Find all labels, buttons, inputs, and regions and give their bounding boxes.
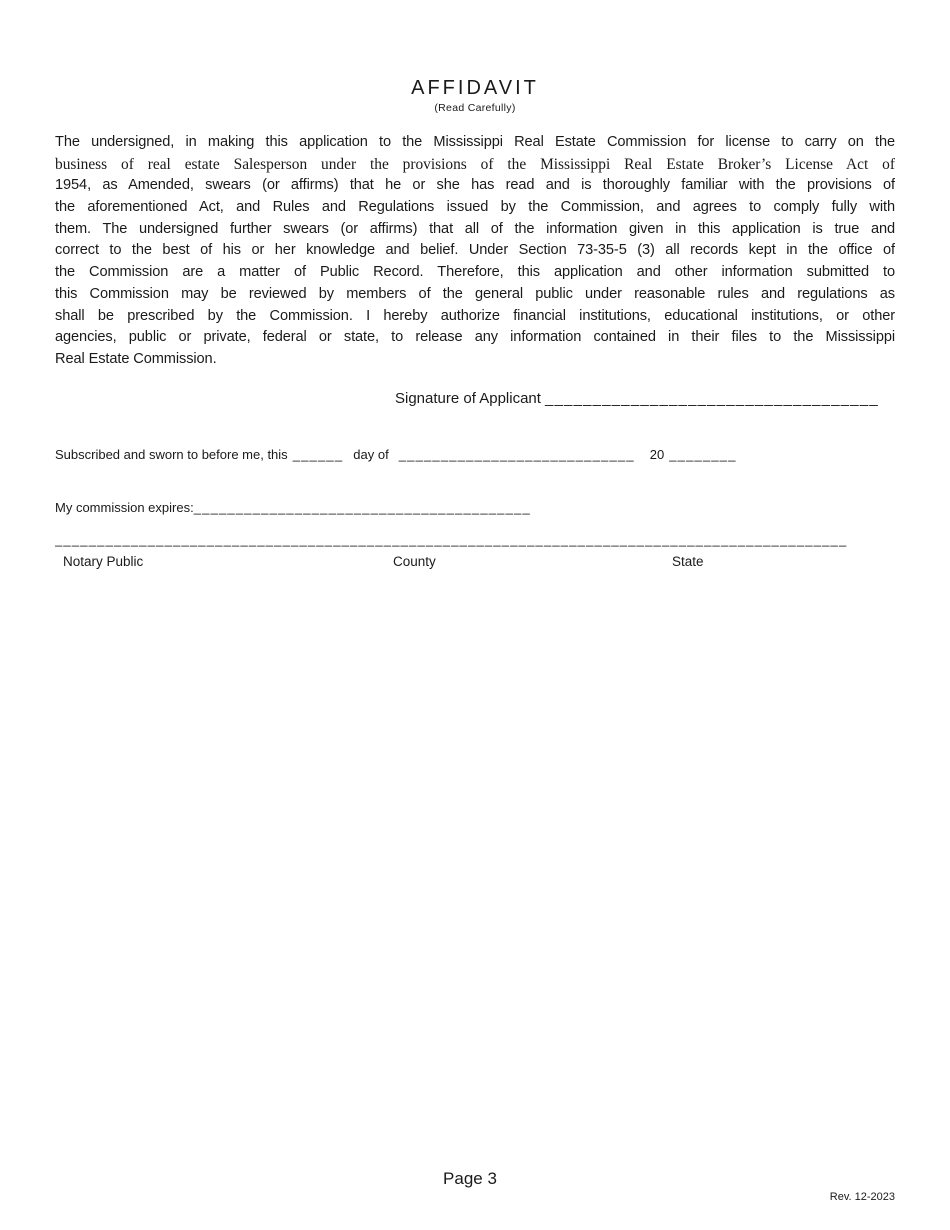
paragraph-line: them. The undersigned further swears (or affirms) that all of the information given in this application is true and [55,220,895,237]
paragraph-line: shall be prescribed by the Commission. I hereby authorize financial institutions, educational institutions, or other [55,307,895,324]
county-label: County [393,554,436,569]
commission-expires-blank-line[interactable]: ________________________________________ [193,500,531,515]
day-blank-line[interactable]: ______ [292,447,344,462]
signature-blank-line[interactable]: ___________________________________ [544,390,879,407]
paragraph-line: correct to the best of his or her knowledge and belief. Under Section 73-35-5 (3) all records kept in the office of [55,242,895,259]
day-of-label: day of [353,447,389,462]
paragraph-line: the aforementioned Act, and Rules and Regulations issued by the Commission, and agrees to comply fully with [55,199,895,216]
paragraph-line: the Commission are a matter of Public Record. Therefore, this application and other information submitted to [55,264,895,281]
paragraph-line: this Commission may be reviewed by members of the general public under reasonable rules and regulations as [55,285,895,302]
year-prefix-label: 20 [649,447,665,462]
page-number: Page 3 [443,1169,497,1188]
notary-sworn-row [55,447,737,462]
page-title: AFFIDAVIT [411,77,539,99]
notary-public-label: Notary Public [63,554,144,569]
revision-label: Rev. 12-2023 [829,1191,895,1203]
paragraph-line: business of real estate Salesperson under the provisions of the Mississippi Real Estate Broker’s License Act of [55,155,895,173]
paragraph-line: agencies, public or private, federal or state, to release any information contained in their files to the Mississippi [55,329,895,346]
notary-labels-row [55,554,895,574]
year-blank-line[interactable]: ________ [669,447,737,462]
page-subtitle: (Read Carefully) [434,102,516,114]
paragraph-line: 1954, as Amended, swears (or affirms) that he or she has read and is thoroughly familiar with the provisions of [55,177,895,194]
commission-expires-label: My commission expires: [55,500,194,515]
month-blank-line[interactable]: ____________________________ [398,447,635,462]
signature-of-applicant-label: Signature of Applicant [395,390,541,407]
paragraph-line: The undersigned, in making this application to the Mississippi Real Estate Commission for license to carry on the [55,134,895,150]
notary-signature-line[interactable]: ______________________________________________________________________________________________ [55,532,848,547]
sworn-statement-label: Subscribed and sworn to before me, this [55,447,288,462]
affidavit-paragraph [55,132,895,371]
paragraph-line: Real Estate Commission. [55,350,217,367]
commission-expires-row [55,500,531,515]
signature-of-applicant-row [395,390,879,407]
state-label: State [672,554,704,569]
